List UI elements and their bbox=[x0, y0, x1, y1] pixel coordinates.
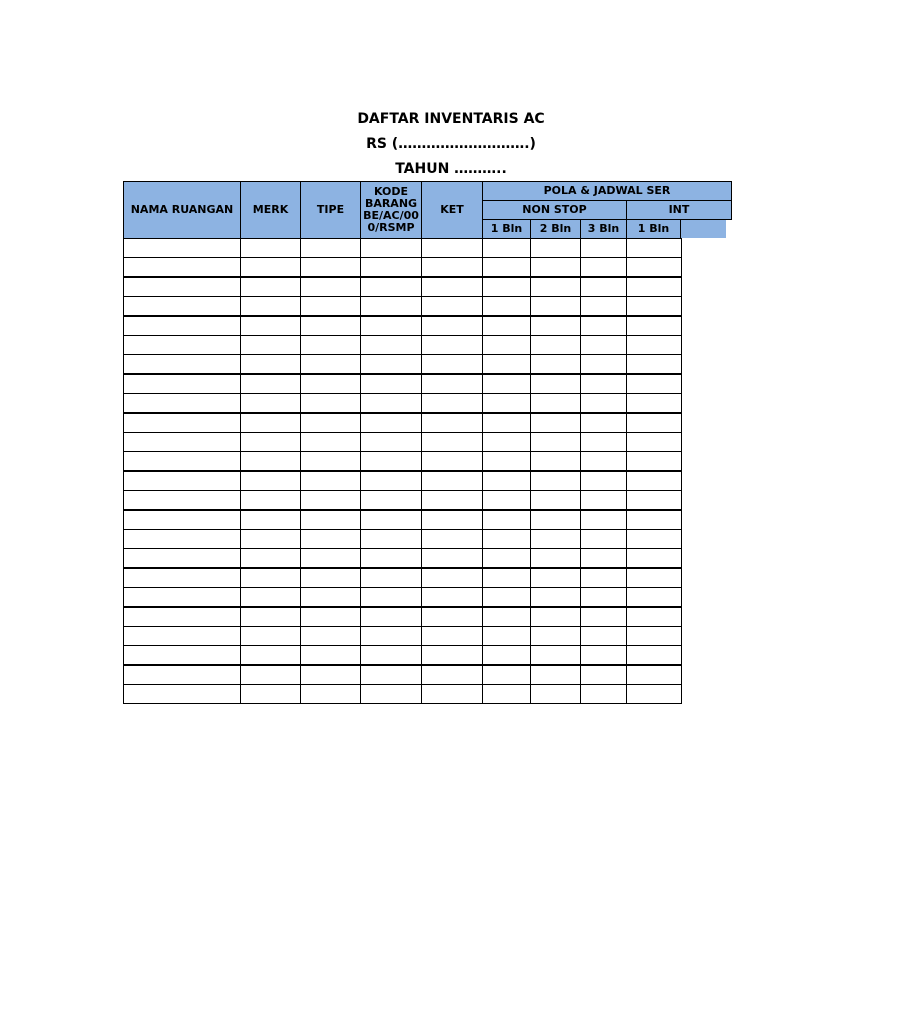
table-cell bbox=[530, 296, 581, 316]
table-cell bbox=[360, 510, 422, 530]
table-cell bbox=[530, 354, 581, 374]
table-cell bbox=[482, 490, 531, 510]
table-cell bbox=[240, 354, 301, 374]
table-cell bbox=[360, 451, 422, 471]
table-cell bbox=[360, 626, 422, 646]
table-cell bbox=[421, 335, 483, 355]
table-cell bbox=[626, 277, 682, 297]
table-cell bbox=[300, 548, 361, 568]
table-cell bbox=[421, 665, 483, 685]
table-cell bbox=[421, 316, 483, 336]
table-cell bbox=[123, 413, 241, 433]
table-cell bbox=[421, 238, 483, 258]
table-cell bbox=[300, 277, 361, 297]
table-cell bbox=[530, 277, 581, 297]
table-cell bbox=[240, 296, 301, 316]
table-cell bbox=[626, 645, 682, 665]
table-cell bbox=[240, 626, 301, 646]
table-cell bbox=[530, 316, 581, 336]
table-cell bbox=[300, 510, 361, 530]
table-cell bbox=[360, 587, 422, 607]
table-cell bbox=[421, 393, 483, 413]
table-cell bbox=[123, 335, 241, 355]
table-cell bbox=[421, 626, 483, 646]
table-cell bbox=[530, 665, 581, 685]
table-cell bbox=[360, 393, 422, 413]
table-cell bbox=[530, 529, 581, 549]
table-cell bbox=[530, 432, 581, 452]
table-cell bbox=[123, 607, 241, 627]
table-cell bbox=[530, 335, 581, 355]
table-cell bbox=[360, 684, 422, 704]
table-cell bbox=[123, 238, 241, 258]
table-cell bbox=[421, 510, 483, 530]
header-ket: KET bbox=[421, 181, 483, 239]
table-cell bbox=[626, 510, 682, 530]
header-merk: MERK bbox=[240, 181, 301, 239]
table-cell bbox=[626, 238, 682, 258]
table-cell bbox=[240, 645, 301, 665]
table-cell bbox=[626, 529, 682, 549]
table-cell bbox=[421, 374, 483, 394]
table-cell bbox=[482, 296, 531, 316]
table-cell bbox=[626, 413, 682, 433]
table-cell bbox=[482, 277, 531, 297]
table-cell bbox=[580, 257, 627, 277]
table-cell bbox=[482, 393, 531, 413]
table-cell bbox=[580, 665, 627, 685]
table-cell bbox=[580, 548, 627, 568]
table-cell bbox=[530, 393, 581, 413]
table-cell bbox=[482, 665, 531, 685]
table-cell bbox=[530, 684, 581, 704]
table-cell bbox=[482, 374, 531, 394]
table-cell bbox=[626, 316, 682, 336]
table-cell bbox=[530, 645, 581, 665]
table-cell bbox=[360, 432, 422, 452]
table-cell bbox=[580, 374, 627, 394]
year-line: TAHUN ……….. bbox=[395, 161, 507, 177]
table-cell bbox=[300, 296, 361, 316]
table-cell bbox=[300, 607, 361, 627]
table-cell bbox=[421, 607, 483, 627]
table-cell bbox=[626, 665, 682, 685]
table-cell bbox=[300, 238, 361, 258]
table-cell bbox=[421, 257, 483, 277]
table-cell bbox=[530, 413, 581, 433]
table-cell bbox=[360, 316, 422, 336]
document-title: DAFTAR INVENTARIS AC bbox=[357, 111, 545, 127]
table-cell bbox=[300, 393, 361, 413]
table-cell bbox=[123, 277, 241, 297]
table-cell bbox=[580, 354, 627, 374]
table-cell bbox=[421, 451, 483, 471]
table-cell bbox=[300, 587, 361, 607]
table-cell bbox=[360, 238, 422, 258]
table-cell bbox=[626, 335, 682, 355]
table-cell bbox=[360, 607, 422, 627]
table-cell bbox=[580, 316, 627, 336]
table-cell bbox=[123, 296, 241, 316]
header-1-bln-int: 1 Bln bbox=[626, 219, 681, 239]
table-cell bbox=[123, 490, 241, 510]
header-1-bln: 1 Bln bbox=[482, 219, 531, 239]
table-cell bbox=[421, 645, 483, 665]
table-cell bbox=[123, 587, 241, 607]
table-cell bbox=[421, 587, 483, 607]
table-cell bbox=[360, 335, 422, 355]
table-cell bbox=[482, 529, 531, 549]
table-cell bbox=[530, 490, 581, 510]
table-cell bbox=[580, 238, 627, 258]
header-nama-ruangan: NAMA RUANGAN bbox=[123, 181, 241, 239]
table-cell bbox=[626, 626, 682, 646]
table-cell bbox=[482, 684, 531, 704]
table-cell bbox=[421, 471, 483, 491]
table-cell bbox=[123, 568, 241, 588]
table-cell bbox=[300, 451, 361, 471]
table-cell bbox=[240, 257, 301, 277]
table-cell bbox=[530, 471, 581, 491]
table-cell bbox=[580, 645, 627, 665]
table-cell bbox=[360, 490, 422, 510]
table-cell bbox=[482, 257, 531, 277]
table-cell bbox=[360, 413, 422, 433]
table-cell bbox=[300, 529, 361, 549]
table-cell bbox=[482, 607, 531, 627]
table-cell bbox=[482, 587, 531, 607]
table-cell bbox=[123, 354, 241, 374]
table-cell bbox=[482, 335, 531, 355]
table-cell bbox=[530, 568, 581, 588]
table-cell bbox=[300, 335, 361, 355]
table-cell bbox=[123, 684, 241, 704]
table-cell bbox=[300, 665, 361, 685]
table-cell bbox=[421, 354, 483, 374]
table-cell bbox=[580, 490, 627, 510]
table-cell bbox=[482, 626, 531, 646]
table-cell bbox=[360, 277, 422, 297]
table-cell bbox=[580, 626, 627, 646]
table-cell bbox=[482, 354, 531, 374]
table-cell bbox=[240, 316, 301, 336]
table-cell bbox=[123, 432, 241, 452]
table-cell bbox=[530, 587, 581, 607]
table-cell bbox=[530, 257, 581, 277]
table-cell bbox=[300, 684, 361, 704]
table-cell bbox=[482, 413, 531, 433]
header-3-bln: 3 Bln bbox=[580, 219, 627, 239]
table-cell bbox=[626, 296, 682, 316]
kode-line-4: 0/RSMP bbox=[367, 221, 415, 234]
table-cell bbox=[240, 568, 301, 588]
table-cell bbox=[626, 568, 682, 588]
table-cell bbox=[123, 316, 241, 336]
table-cell bbox=[240, 277, 301, 297]
table-cell bbox=[530, 374, 581, 394]
table-cell bbox=[300, 316, 361, 336]
table-cell bbox=[530, 626, 581, 646]
table-cell bbox=[530, 451, 581, 471]
table-cell bbox=[626, 471, 682, 491]
table-cell bbox=[580, 510, 627, 530]
kode-line-2: BARANG bbox=[364, 197, 418, 210]
table-cell bbox=[240, 607, 301, 627]
table-cell bbox=[421, 296, 483, 316]
table-cell bbox=[580, 296, 627, 316]
table-cell bbox=[580, 413, 627, 433]
table-cell bbox=[240, 432, 301, 452]
header-kode-barang bbox=[360, 181, 422, 239]
table-cell bbox=[360, 645, 422, 665]
table-cell bbox=[626, 393, 682, 413]
table-cell bbox=[626, 257, 682, 277]
table-cell bbox=[360, 568, 422, 588]
table-cell bbox=[123, 451, 241, 471]
table-cell bbox=[240, 548, 301, 568]
table-cell bbox=[421, 529, 483, 549]
table-cell bbox=[360, 665, 422, 685]
table-cell bbox=[482, 316, 531, 336]
table-cell bbox=[626, 451, 682, 471]
table-cell bbox=[360, 529, 422, 549]
table-cell bbox=[240, 587, 301, 607]
table-cell bbox=[626, 548, 682, 568]
header-tipe: TIPE bbox=[300, 181, 361, 239]
table-cell bbox=[300, 432, 361, 452]
table-cell bbox=[482, 510, 531, 530]
table-cell bbox=[123, 374, 241, 394]
table-cell bbox=[360, 548, 422, 568]
table-cell bbox=[360, 257, 422, 277]
table-cell bbox=[240, 665, 301, 685]
table-cell bbox=[626, 684, 682, 704]
table-cell bbox=[530, 548, 581, 568]
table-cell bbox=[360, 354, 422, 374]
table-cell bbox=[421, 684, 483, 704]
table-cell bbox=[580, 432, 627, 452]
table-cell bbox=[580, 684, 627, 704]
table-cell bbox=[123, 510, 241, 530]
table-cell bbox=[300, 490, 361, 510]
table-cell bbox=[580, 451, 627, 471]
table-cell bbox=[580, 277, 627, 297]
kode-line-3: BE/AC/00 bbox=[363, 209, 419, 222]
table-cell bbox=[530, 510, 581, 530]
table-cell bbox=[626, 432, 682, 452]
table-cell bbox=[421, 548, 483, 568]
table-cell bbox=[626, 607, 682, 627]
header-2-bln: 2 Bln bbox=[530, 219, 581, 239]
table-cell bbox=[300, 413, 361, 433]
table-cell bbox=[123, 626, 241, 646]
table-cell bbox=[240, 413, 301, 433]
table-cell bbox=[580, 335, 627, 355]
table-cell bbox=[240, 510, 301, 530]
table-cell bbox=[421, 490, 483, 510]
table-cell bbox=[580, 587, 627, 607]
table-cell bbox=[530, 238, 581, 258]
table-cell bbox=[360, 296, 422, 316]
table-cell bbox=[240, 490, 301, 510]
table-cell bbox=[626, 354, 682, 374]
table-cell bbox=[482, 548, 531, 568]
table-cell bbox=[482, 238, 531, 258]
table-cell bbox=[300, 645, 361, 665]
header-non-stop: NON STOP bbox=[482, 200, 627, 220]
table-cell bbox=[360, 471, 422, 491]
header-int: INT bbox=[626, 200, 732, 220]
table-cell bbox=[360, 374, 422, 394]
table-cell bbox=[240, 529, 301, 549]
table-cell bbox=[123, 471, 241, 491]
table-cell bbox=[421, 568, 483, 588]
table-cell bbox=[626, 587, 682, 607]
table-cell bbox=[580, 393, 627, 413]
table-cell bbox=[530, 607, 581, 627]
hospital-name-line: RS (……………………….) bbox=[366, 136, 536, 152]
table-cell bbox=[240, 335, 301, 355]
table-cell bbox=[482, 471, 531, 491]
table-cell bbox=[300, 374, 361, 394]
table-cell bbox=[300, 568, 361, 588]
table-cell bbox=[626, 374, 682, 394]
table-cell bbox=[300, 471, 361, 491]
table-cell bbox=[580, 529, 627, 549]
table-cell bbox=[482, 432, 531, 452]
header-pola-jadwal: POLA & JADWAL SER bbox=[482, 181, 732, 201]
table-cell bbox=[240, 451, 301, 471]
kode-line-1: KODE bbox=[373, 185, 409, 198]
table-cell bbox=[421, 277, 483, 297]
table-cell bbox=[626, 490, 682, 510]
table-cell bbox=[240, 393, 301, 413]
table-cell bbox=[421, 413, 483, 433]
table-cell bbox=[482, 568, 531, 588]
table-cell bbox=[240, 238, 301, 258]
table-cell bbox=[580, 607, 627, 627]
table-cell bbox=[123, 257, 241, 277]
table-cell bbox=[482, 645, 531, 665]
table-cell bbox=[123, 393, 241, 413]
table-cell bbox=[123, 529, 241, 549]
table-cell bbox=[482, 451, 531, 471]
table-cell bbox=[123, 548, 241, 568]
table-cell bbox=[240, 684, 301, 704]
table-cell bbox=[300, 626, 361, 646]
table-cell bbox=[123, 665, 241, 685]
table-cell bbox=[580, 568, 627, 588]
table-cell bbox=[580, 471, 627, 491]
table-cell bbox=[123, 645, 241, 665]
table-cell bbox=[300, 257, 361, 277]
table-cell bbox=[240, 374, 301, 394]
table-cell bbox=[421, 432, 483, 452]
table-cell bbox=[240, 471, 301, 491]
table-cell bbox=[300, 354, 361, 374]
